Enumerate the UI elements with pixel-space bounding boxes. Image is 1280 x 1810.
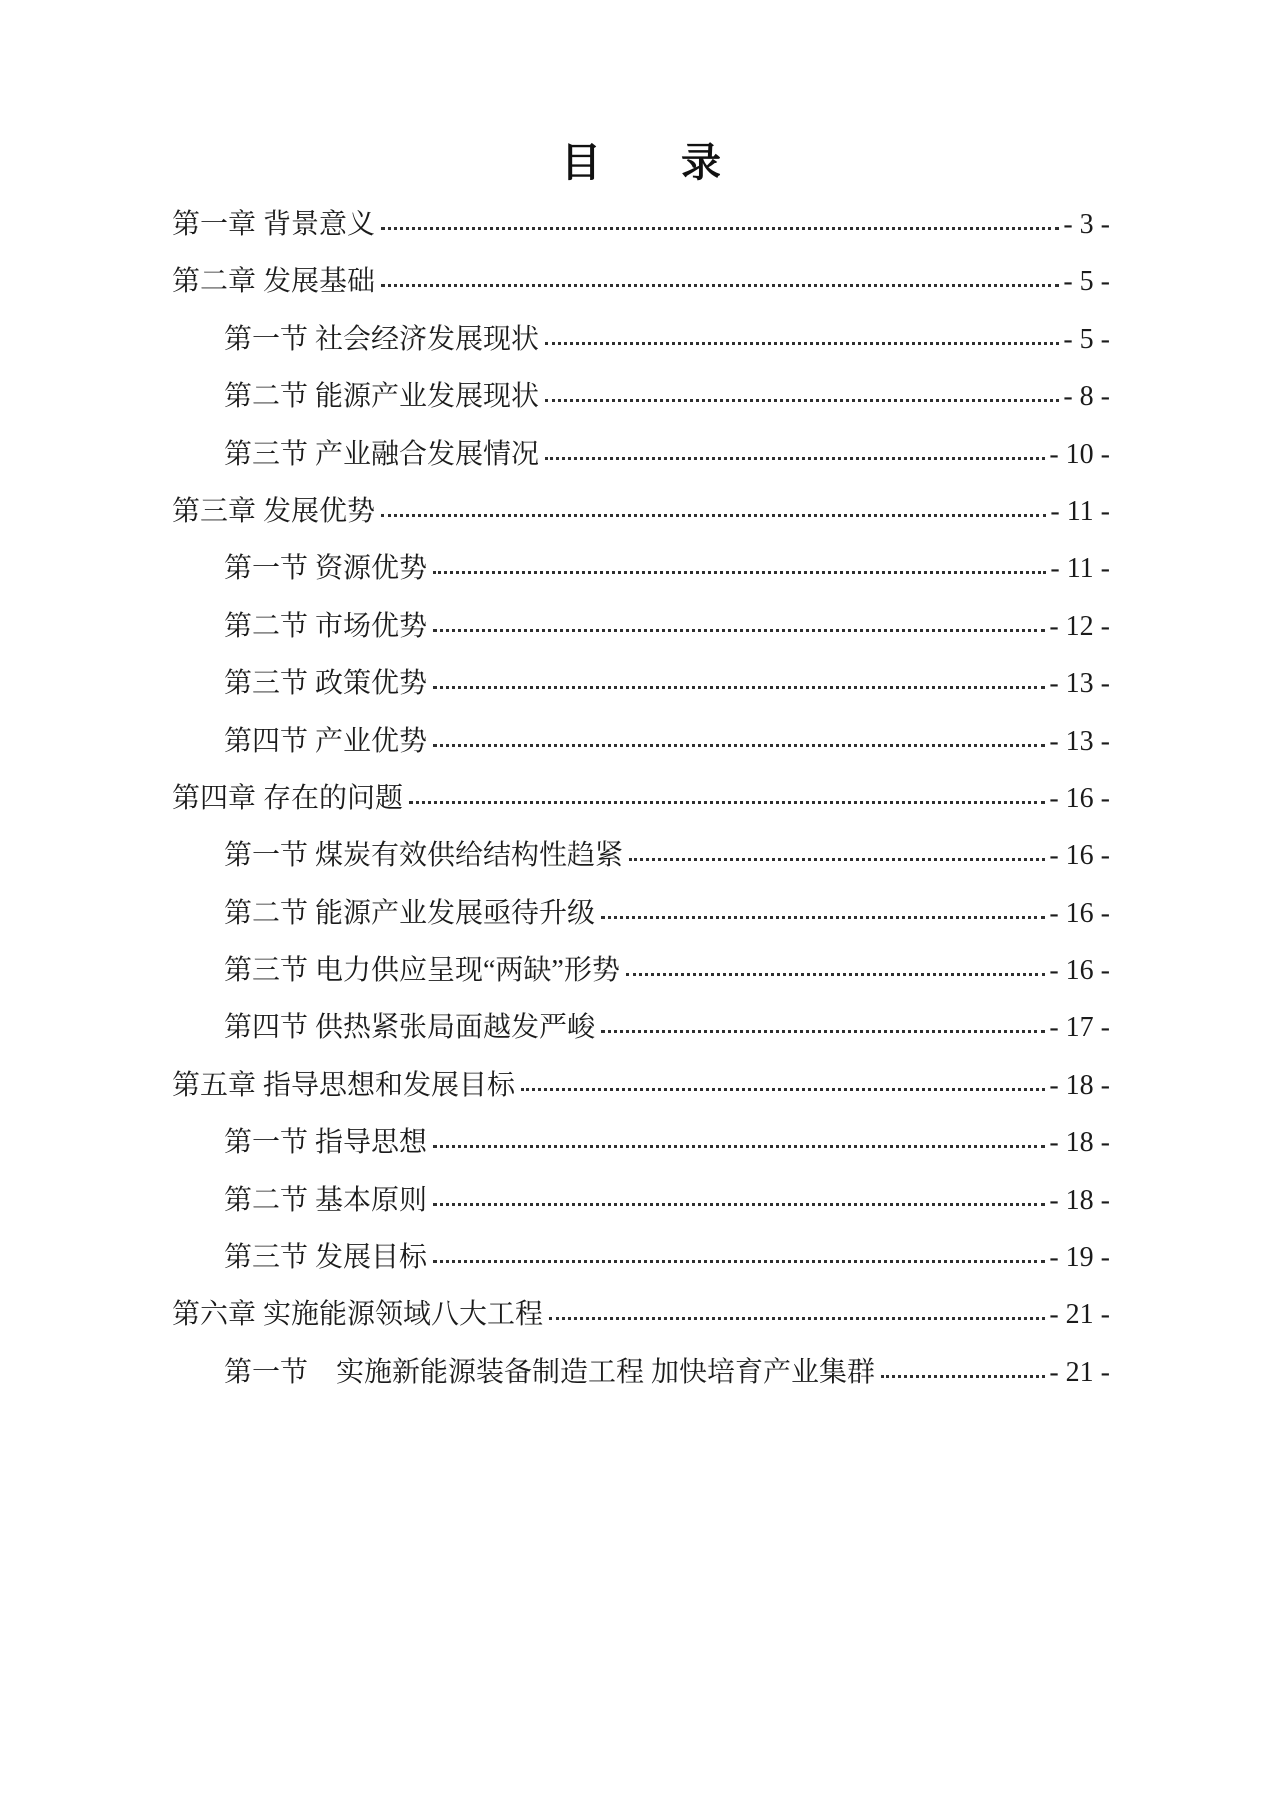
dot-leader [545,457,1045,460]
toc-entry-page-number: - 16 - [1049,840,1110,872]
dot-leader [433,629,1045,632]
toc-entry-label: 第二节 能源产业发展亟待升级 [224,897,596,929]
dot-leader [626,973,1045,976]
toc-entry-page-number: - 8 - [1063,381,1110,413]
toc-entry-page-number: - 11 - [1050,553,1110,585]
toc-entry-label: 第一节 社会经济发展现状 [224,323,540,355]
toc-entry-page-number: - 13 - [1049,725,1110,757]
toc-chapter-row[interactable] [172,196,1110,253]
toc-entry-label: 第六章 实施能源领域八大工程 [172,1299,544,1331]
toc-chapter-row[interactable] [172,1057,1110,1114]
dot-leader [433,686,1045,689]
dot-leader [521,1088,1045,1091]
toc-section-row[interactable] [172,311,1110,368]
dot-leader [433,744,1045,747]
toc-section-row[interactable] [172,1229,1110,1286]
toc-entry-page-number: - 5 - [1063,323,1110,355]
dot-leader [433,1203,1045,1206]
toc-entry-page-number: - 16 - [1049,782,1110,814]
toc-section-row[interactable] [172,1114,1110,1171]
toc-section-row[interactable] [172,368,1110,425]
toc-section-row[interactable] [172,655,1110,712]
dot-leader [545,399,1059,402]
toc-list [172,196,1110,1401]
toc-entry-label: 第三节 政策优势 [224,668,428,700]
dot-leader [409,801,1045,804]
toc-entry-label: 第一节 指导思想 [224,1127,428,1159]
toc-entry-label: 第一章 背景意义 [172,209,376,240]
dot-leader [881,1375,1045,1378]
dot-leader [601,916,1045,919]
toc-entry-label: 第一节 煤炭有效供给结构性趋紧 [224,840,624,872]
toc-entry-label: 第四节 产业优势 [224,725,428,757]
toc-entry-page-number: - 17 - [1049,1012,1110,1044]
toc-section-row[interactable] [172,942,1110,999]
toc-section-row[interactable] [172,426,1110,483]
toc-section-row[interactable] [172,713,1110,770]
toc-entry-label: 第三节 电力供应呈现“两缺”形势 [224,955,620,987]
toc-section-row[interactable] [172,540,1110,597]
toc-entry-label: 第二章 发展基础 [172,266,376,298]
toc-entry-label: 第三节 产业融合发展情况 [224,438,540,470]
toc-section-row[interactable] [172,1172,1110,1229]
toc-entry-page-number: - 12 - [1049,610,1110,642]
toc-entry-page-number: - 3 - [1063,209,1110,240]
dot-leader [433,571,1046,574]
toc-entry-page-number: - 16 - [1049,897,1110,929]
dot-leader [545,342,1059,345]
toc-entry-page-number: - 21 - [1049,1356,1110,1388]
toc-section-row[interactable] [172,598,1110,655]
toc-chapter-row[interactable] [172,1286,1110,1343]
dot-leader [549,1317,1045,1320]
toc-section-row[interactable] [172,827,1110,884]
dot-leader [433,1145,1045,1148]
dot-leader [629,858,1045,861]
dot-leader [381,284,1059,287]
toc-entry-label: 第二节 市场优势 [224,610,428,642]
dot-leader [601,1030,1045,1033]
toc-section-row[interactable] [172,1344,1110,1401]
toc-entry-page-number: - 16 - [1049,955,1110,987]
toc-chapter-row[interactable] [172,770,1110,827]
toc-entry-label: 第一节 资源优势 [224,553,428,585]
toc-entry-label: 第四节 供热紧张局面越发严峻 [224,1012,596,1044]
toc-entry-label: 第二节 能源产业发展现状 [224,381,540,413]
toc-section-row[interactable] [172,999,1110,1056]
toc-entry-page-number: - 18 - [1049,1069,1110,1101]
toc-entry-label: 第四章 存在的问题 [172,782,404,814]
toc-entry-page-number: - 18 - [1049,1184,1110,1216]
toc-entry-label: 第三节 发展目标 [224,1242,428,1274]
toc-entry-page-number: - 10 - [1049,438,1110,470]
toc-entry-page-number: - 5 - [1063,266,1110,298]
toc-section-row[interactable] [172,885,1110,942]
toc-entry-page-number: - 11 - [1050,495,1110,527]
dot-leader [381,227,1059,230]
toc-entry-label: 第一节 实施新能源装备制造工程 加快培育产业集群 [224,1356,876,1388]
toc-entry-label: 第五章 指导思想和发展目标 [172,1069,516,1101]
toc-entry-label: 第二节 基本原则 [224,1184,428,1216]
toc-chapter-row[interactable] [172,483,1110,540]
toc-entry-page-number: - 19 - [1049,1242,1110,1274]
toc-entry-label: 第三章 发展优势 [172,495,376,527]
dot-leader [381,514,1046,517]
page-title: 目 录 [561,140,721,185]
dot-leader [433,1260,1045,1263]
toc-entry-page-number: - 18 - [1049,1127,1110,1159]
toc-entry-page-number: - 13 - [1049,668,1110,700]
toc-chapter-row[interactable] [172,253,1110,310]
toc-entry-page-number: - 21 - [1049,1299,1110,1331]
